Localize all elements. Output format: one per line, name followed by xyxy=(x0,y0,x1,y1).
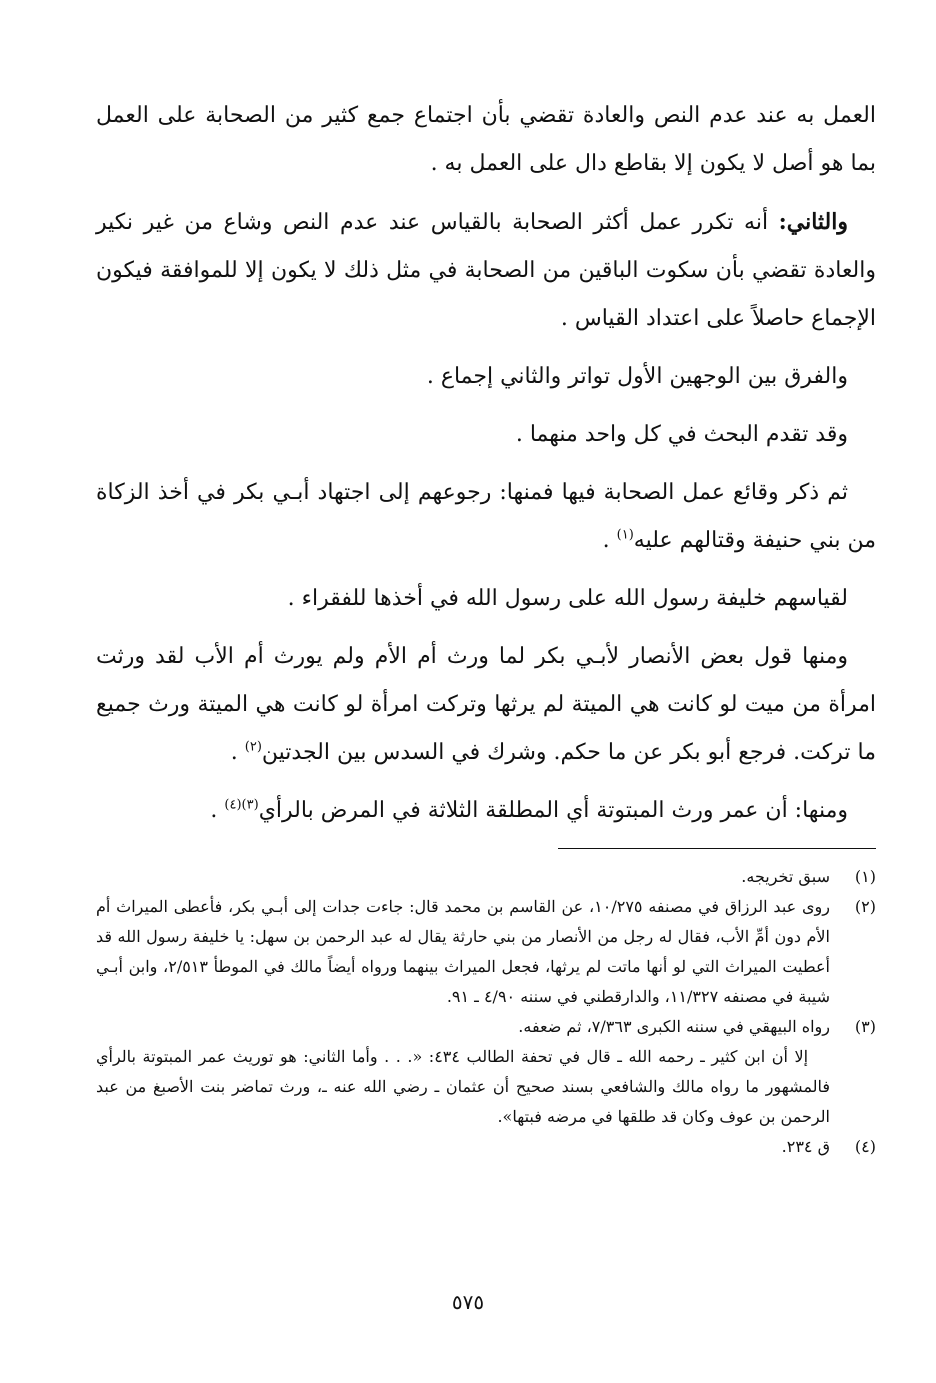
footnote-2 xyxy=(96,892,876,1012)
main-text xyxy=(96,92,876,845)
footnote-4 xyxy=(96,1132,876,1162)
footnote-number: (١) xyxy=(854,867,876,886)
paragraph-1: العمل به عند عدم النص والعادة تقضي بأن اجتماع جمع كثير من الصحابة على العمل بما هو أصل لا يكون إلا بقاطع دال على العمل به . xyxy=(96,103,876,176)
footnote-number: (٢) xyxy=(854,897,876,916)
footnote-ref: (٣)(٤) xyxy=(224,797,259,813)
paragraph-3: والفرق بين الوجهين الأول تواتر والثاني إجماع . xyxy=(426,364,848,389)
footnote-1 xyxy=(96,862,876,892)
footnote-text: ق ٢٣٤. xyxy=(781,1137,830,1156)
footnote-text: رواه البيهقي في سننه الكبرى ٧/٣٦٣، ثم ضعفه. xyxy=(518,1017,830,1036)
footnote-3-continuation: إلا أن ابن كثير ـ رحمه الله ـ قال في تحفة الطالب ٤٣٤: «. . . وأما الثاني: هو توريث عمر المبتوتة بالرأي فالمشهور ما رواه مالك والشافعي بسند صحيح أن عثمان ـ رضي الله عنه ـ، ورث تماضر بنت الأصبغ من عبد الرحمن بن عوف وكان قد طلقها في مرضه فبتها». xyxy=(96,1047,830,1126)
footnote-ref: (١) xyxy=(616,527,634,543)
paragraph-6: لقياسهم خليفة رسول الله على رسول الله في أخذها للفقراء . xyxy=(287,586,848,611)
footnote-3 xyxy=(96,1012,876,1042)
footnotes xyxy=(96,862,876,1162)
footnote-divider xyxy=(558,848,876,849)
paragraph-lead: والثاني: xyxy=(778,209,848,235)
paragraph-5: ثم ذكر وقائع عمل الصحابة فيها فمنها: رجوعهم إلى اجتهاد أبـي بكر في أخذ الزكاة من بني حنيفة وقتالهم عليه$^{(١)}$ . xyxy=(96,480,876,553)
footnote-ref: (٢) xyxy=(244,739,262,755)
footnote-text: سبق تخريجه. xyxy=(741,867,830,886)
paragraph-7: ومنها قول بعض الأنصار لأبـي بكر لما ورث أم الأم ولم يورث أم الأب لقد ورثت امرأة من ميت لو كانت هي الميتة لم يرثها وتركت امرأة لو كانت هي الميتة ورث جميع ما تركت. فرجع أبو بكر عن ما حكم. وشرك في السدس بين الجدتين$^{(٢)}$ . xyxy=(96,644,876,765)
footnote-number: (٤) xyxy=(854,1137,876,1156)
footnote-text: روى عبد الرزاق في مصنفه ١٠/٢٧٥، عن القاسم بن محمد قال: جاءت جدات إلى أبـي بكر، فأعطى الميراث أم الأم دون أمِّ الأب، فقال له رجل من الأنصار من بني حارثة يقال له عبد الرحمن بن سهل: يا خليفة رسول الله قد أعطيت الميراث التي لو أنها ماتت لم يرثها، فجعل الميراث بينهما ورواه أيضاً مالك في الموطأ ٢/٥١٣، وابن أبـي شيبة في مصنفه ١١/٣٢٧، والدارقطني في سننه ٤/٩٠ ـ ٩١. xyxy=(96,897,831,1006)
footnote-number: (٣) xyxy=(854,1017,876,1036)
page-number: ٥٧٥ xyxy=(451,1290,485,1314)
paragraph-2: والثاني: أنه تكرر عمل أكثر الصحابة بالقياس عند عدم النص وشاع من غير نكير والعادة تقضي بأن سكوت الباقين من الصحابة في مثل ذلك لا يكون إلا للموافقة فيكون الإجماع حاصلاً على اعتداد القياس . xyxy=(96,209,876,331)
paragraph-8: ومنها: أن عمر ورث المبتوتة أي المطلقة الثلاثة في المرض بالرأي$^{(٣)(٤)}$ . xyxy=(210,797,848,823)
paragraph-4: وقد تقدم البحث في كل واحد منهما . xyxy=(515,422,848,447)
